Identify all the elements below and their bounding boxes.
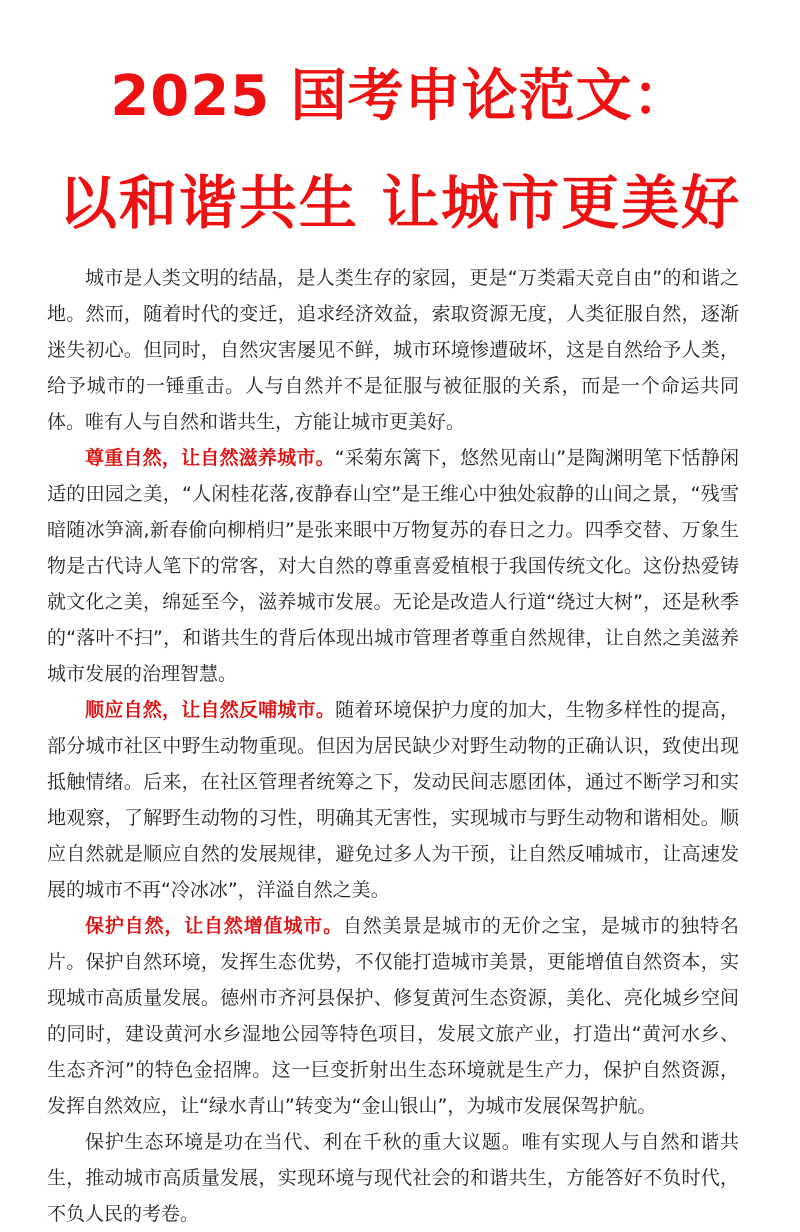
paragraph-text: 随着环境保护力度的加大，生物多样性的提高，部分城市社区中野生动物重现。但因为居民缺少对野生动物的正确认识，致使出现抵触情绪。后来，在社区管理者统筹之下，发动民间志愿团体，通过不断学习和实地观察，了解野生动物的习性，明确其无害性，实现城市与野生动物和谐相处。顺应自然就是顺应自然的发展规律，避免过多人为干预，让自然反哺城市，让高速发展的城市不再“冷冰冰”，洋溢自然之美。 (47, 699, 739, 901)
section-heading: 顺应自然，让自然反哺城市。 (85, 699, 336, 721)
paragraph-text: 自然美景是城市的无价之宝，是城市的独特名片。保护自然环境，发挥生态优势，不仅能打造城市美景，更能增值自然资本，实现城市高质量发展。德州市齐河县保护、修复黄河生态资源，美化、亮化城乡空间的同时，建设黄河水乡湿地公园等特色项目，发展文旅产业，打造出“黄河水乡、生态齐河”的特色金招牌。这一巨变折射出生态环境就是生产力，保护自然资源，发挥自然效应，让“绿水青山”转变为“金山银山”，为城市发展保驾护航。 (47, 915, 739, 1117)
paragraph-text: “采菊东篱下，悠然见南山”是陶渊明笔下恬静闲适的田园之美，“人闲桂花落,夜静春山空”是王维心中独处寂静的山间之景，“残雪暗随冰笋滴,新春偷向柳梢归”是张来眼中万物复苏的春日之力。四季交替、万象生物是古代诗人笔下的常客，对大自然的尊重喜爱植根于我国传统文化。这份热爱铸就文化之美，绵延至今，滋养城市发展。无论是改造人行道“绕过大树”，还是秋季的“落叶不扫”，和谐共生的背后体现出城市管理者尊重自然规律，让自然之美滋养城市发展的治理智慧。 (47, 447, 739, 685)
section-heading: 保护自然，让自然增值城市。 (85, 915, 343, 937)
paragraph-text: 城市是人类文明的结晶，是人类生存的家园，更是“万类霜天竞自由”的和谐之地。然而，随着时代的变迁，追求经济效益，索取资源无度，人类征服自然，逐渐迷失初心。但同时，自然灾害屡见不鲜，城市环境惨遭破坏，这是自然给予人类，给予城市的一锤重击。人与自然并不是征服与被征服的关系，而是一个命运共同体。唯有人与自然和谐共生，方能让城市更美好。 (47, 267, 739, 433)
title-line-1: 2025 国考申论范文： (110, 64, 690, 129)
title-line-2: 以和谐共生 让城市更美好 (58, 169, 742, 237)
paragraph-conclusion (47, 1124, 739, 1232)
paragraph-follow-nature (47, 692, 739, 908)
essay-body (47, 260, 739, 1232)
paragraph-respect-nature (47, 440, 739, 692)
paragraph-text: 保护生态环境是功在当代、利在千秋的重大议题。唯有实现人与自然和谐共生，推动城市高质量发展，实现环境与现代社会的和谐共生，方能答好不负时代，不负人民的考卷。 (47, 1131, 739, 1225)
section-heading: 尊重自然，让自然滋养城市。 (85, 447, 335, 469)
paragraph-protect-nature (47, 908, 739, 1124)
paragraph-intro (47, 260, 739, 440)
